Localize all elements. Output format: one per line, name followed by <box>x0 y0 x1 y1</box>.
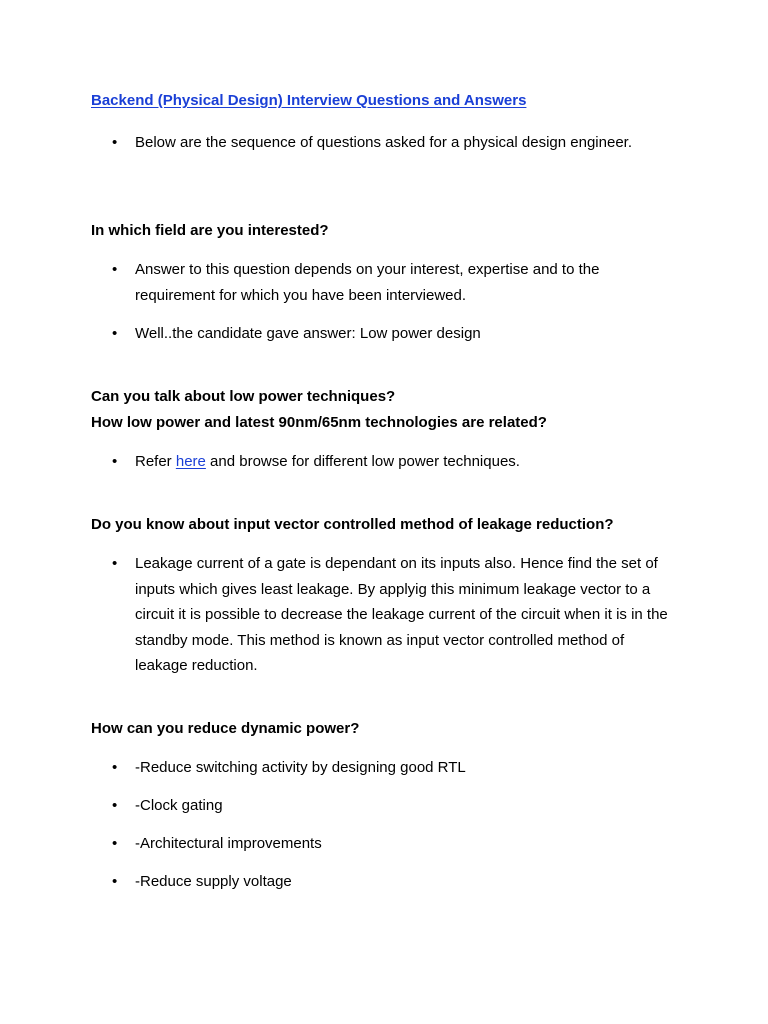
bullet-glyph: • <box>112 453 118 470</box>
q1-bullet-1-text: Answer to this question depends on your interest, expertise and to the requirement for which you have been interviewed. <box>135 261 600 304</box>
bullet-glyph: • <box>112 759 118 776</box>
q4-bullet-2-text: -Clock gating <box>135 797 223 814</box>
bullet-glyph: • <box>112 325 118 342</box>
intro-bullet-text: Below are the sequence of questions asked for a physical design engineer. <box>135 134 632 151</box>
q2-bullet-prefix: Refer <box>135 453 176 470</box>
question-4-heading: How can you reduce dynamic power? <box>91 720 360 737</box>
bullet-glyph: • <box>112 873 118 890</box>
q1-bullet-2-text: Well..the candidate gave answer: Low power design <box>135 325 481 342</box>
q3-bullet-text: Leakage current of a gate is dependant on its inputs also. Hence find the set of inputs which gives least leakage. By applyig this minimum leakage vector to a circuit it is possible to decrease the leakage current of the circuit when it is in the standby mode. This method is known as input vector controlled method of leakage reduction. <box>135 555 668 674</box>
title-link[interactable]: Backend (Physical Design) Interview Questions and Answers <box>91 92 527 109</box>
q4-bullet-4-text: -Reduce supply voltage <box>135 873 292 890</box>
question-1-heading: In which field are you interested? <box>91 222 329 239</box>
q2-bullet-suffix: and browse for different low power techniques. <box>205 453 520 470</box>
q4-bullet-1-text: -Reduce switching activity by designing good RTL <box>135 759 466 776</box>
bullet-glyph: • <box>112 835 118 852</box>
bullet-glyph: • <box>112 555 118 572</box>
bullet-glyph: • <box>112 261 118 278</box>
question-2-heading-line-1: Can you talk about low power techniques? <box>91 388 396 405</box>
bullet-glyph: • <box>112 134 118 151</box>
here-link[interactable]: here <box>175 453 206 470</box>
q4-bullet-3-text: -Architectural improvements <box>135 835 322 852</box>
question-3-heading: Do you know about input vector controlled method of leakage reduction? <box>91 516 614 533</box>
q2-bullet-text <box>135 449 680 475</box>
question-2-heading-line-2: How low power and latest 90nm/65nm technologies are related? <box>91 414 547 431</box>
bullet-glyph: • <box>112 797 118 814</box>
